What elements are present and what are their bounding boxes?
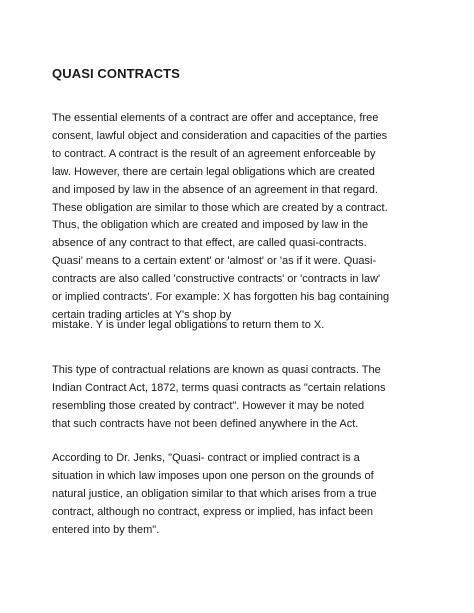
text-line: consent, lawful object and consideration and capacities of the parties <box>52 129 388 142</box>
text-line: that such contracts have not been defined anywhere in the Act. <box>52 417 359 430</box>
document-title: QUASI CONTRACTS <box>52 66 180 81</box>
text-line: Thus, the obligation which are created and imposed by law in the <box>52 219 369 232</box>
paragraph-mistake <box>52 317 392 335</box>
text-line: According to Dr. Jenks, "Quasi- contract or implied contract is a <box>52 452 360 464</box>
text-line: or implied contracts'. For example: X has forgotten his bag containing <box>52 291 390 304</box>
paragraph-essential-elements <box>52 110 392 325</box>
text-line: situation in which law imposes upon one person on the grounds of <box>52 469 374 482</box>
text-line: natural justice, an obligation similar to that which arises from a true <box>52 487 377 500</box>
text-line: This type of contractual relations are known as quasi contracts. The <box>52 364 381 376</box>
paragraph-jenks-quote <box>52 450 392 540</box>
text-line: Quasi' means to a certain extent' or 'almost' or 'as if it were. Quasi- <box>52 255 377 268</box>
text-line: entered into by them". <box>52 523 160 536</box>
text-line: law. However, there are certain legal obligations which are created <box>52 165 375 178</box>
text-line: The essential elements of a contract are offer and acceptance, free <box>52 112 379 124</box>
text-line: absence of any contract to that effect, are called quasi-contracts. <box>52 237 367 250</box>
text-line: contracts are also called 'constructive contracts' or 'contracts in law' <box>52 273 381 286</box>
text-line: and imposed by law in the absence of an agreement in that regard. <box>52 183 378 196</box>
text-line: resembling those created by contract". However it may be noted <box>52 399 365 412</box>
text-line: These obligation are similar to those which are created by a contract. <box>52 201 388 214</box>
text-line: certain trading articles at Y's shop by <box>52 308 232 321</box>
text-line: contract, although no contract, express or implied, has infact been <box>52 505 374 518</box>
text-line: to contract. A contract is the result of an agreement enforceable by <box>52 147 376 160</box>
text-line: mistake. Y is under legal obligations to return them to X. <box>52 319 325 331</box>
paragraph-contract-act <box>52 362 392 434</box>
text-line: Indian Contract Act, 1872, terms quasi contracts as "certain relations <box>52 381 386 394</box>
